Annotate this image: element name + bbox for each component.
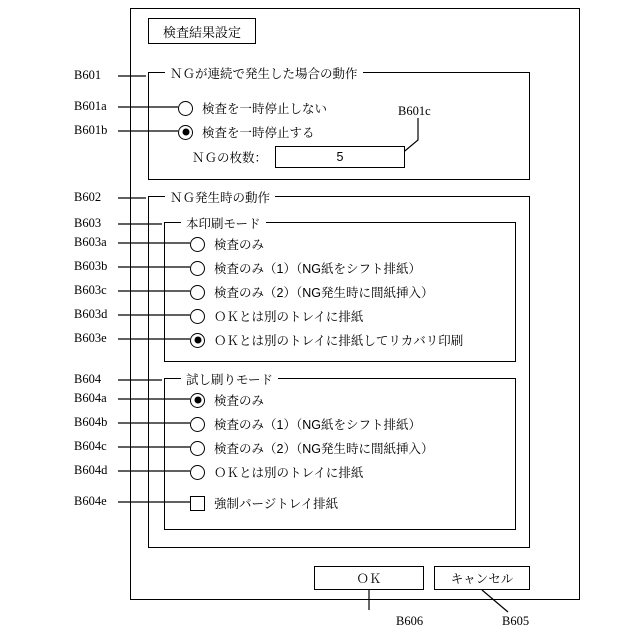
ng-count-label: ＮＧの枚数： xyxy=(192,151,268,165)
group-main-print-mode-legend: 本印刷モード xyxy=(181,214,266,232)
callout-b601b: B601b xyxy=(74,123,108,137)
callout-b604b: B604b xyxy=(74,415,108,429)
group-ng-occurrence-legend: ＮＧ発生時の動作 xyxy=(165,188,275,206)
radio-main-inspect-only-2-label: 検査のみ（2）（NG発生時に間紙挿入） xyxy=(214,286,434,300)
callout-b603a: B603a xyxy=(74,235,107,249)
radio-proof-inspect-only-2-label: 検査のみ（2）（NG発生時に間紙挿入） xyxy=(214,442,434,456)
callout-b604c: B604c xyxy=(74,439,107,453)
checkbox-force-purge-tray-label: 強制パージトレイ排紙 xyxy=(214,497,339,511)
callout-b601c: B601c xyxy=(398,104,431,118)
radio-no-pause-label: 検査を一時停止しない xyxy=(202,102,328,116)
radio-icon[interactable] xyxy=(190,309,205,324)
callout-b604a: B604a xyxy=(74,391,107,405)
radio-main-inspect-only-label: 検査のみ xyxy=(214,238,265,252)
cancel-button[interactable] xyxy=(434,566,530,590)
radio-main-inspect-only-2[interactable] xyxy=(190,283,433,301)
radio-icon[interactable] xyxy=(190,237,205,252)
radio-icon[interactable] xyxy=(190,441,205,456)
radio-no-pause[interactable] xyxy=(178,99,327,117)
radio-icon[interactable] xyxy=(190,285,205,300)
radio-proof-inspect-only-1[interactable] xyxy=(190,415,421,433)
radio-icon[interactable] xyxy=(190,417,205,432)
radio-proof-inspect-only-label: 検査のみ xyxy=(214,394,265,408)
radio-main-inspect-only[interactable] xyxy=(190,235,264,253)
radio-proof-inspect-only-1-label: 検査のみ（1）（NG紙をシフト排紙） xyxy=(214,418,421,432)
ng-count-field-row xyxy=(192,146,405,168)
radio-main-inspect-only-1[interactable] xyxy=(190,259,421,277)
radio-main-separate-tray-label: ＯＫとは別のトレイに排紙 xyxy=(214,310,364,324)
group-ng-consecutive-legend: ＮＧが連続で発生した場合の動作 xyxy=(165,64,363,82)
radio-main-separate-tray-recovery-label: ＯＫとは別のトレイに排紙してリカバリ印刷 xyxy=(214,334,464,348)
checkbox-force-purge-tray[interactable] xyxy=(190,494,338,512)
radio-main-separate-tray-recovery[interactable] xyxy=(190,331,463,349)
radio-icon[interactable] xyxy=(190,465,205,480)
ng-count-input[interactable]: 5 xyxy=(275,146,405,168)
callout-b604: B604 xyxy=(74,372,102,386)
radio-pause-label: 検査を一時停止する xyxy=(202,126,315,140)
ok-button-label: ＯＫ xyxy=(356,572,382,586)
callout-b604e: B604e xyxy=(74,494,107,508)
callout-b601: B601 xyxy=(74,68,102,82)
radio-main-inspect-only-1-label: 検査のみ（1）（NG紙をシフト排紙） xyxy=(214,262,421,276)
callout-b602: B602 xyxy=(74,190,102,204)
ok-button[interactable] xyxy=(314,566,424,590)
radio-proof-separate-tray-label: ＯＫとは別のトレイに排紙 xyxy=(214,466,364,480)
callout-b601a: B601a xyxy=(74,99,107,113)
radio-icon[interactable] xyxy=(178,101,193,116)
radio-icon[interactable] xyxy=(190,333,205,348)
cancel-button-label: キャンセル xyxy=(450,572,514,586)
callout-b605: B605 xyxy=(502,614,530,628)
checkbox-icon[interactable] xyxy=(190,496,205,511)
radio-icon[interactable] xyxy=(190,393,205,408)
callout-b603b: B603b xyxy=(74,259,108,273)
callout-b603e: B603e xyxy=(74,331,107,345)
callout-b603c: B603c xyxy=(74,283,107,297)
callout-b604d: B604d xyxy=(74,463,108,477)
radio-pause[interactable] xyxy=(178,123,315,141)
dialog-title xyxy=(148,18,256,44)
radio-proof-separate-tray[interactable] xyxy=(190,463,363,481)
radio-main-separate-tray[interactable] xyxy=(190,307,363,325)
group-proof-print-mode-legend: 試し刷りモード xyxy=(181,370,278,388)
callout-b606: B606 xyxy=(396,614,424,628)
dialog-title-label: 検査結果設定 xyxy=(162,24,241,40)
radio-icon[interactable] xyxy=(178,125,193,140)
callout-b603: B603 xyxy=(74,216,102,230)
radio-proof-inspect-only[interactable] xyxy=(190,391,264,409)
radio-proof-inspect-only-2[interactable] xyxy=(190,439,433,457)
radio-icon[interactable] xyxy=(190,261,205,276)
callout-b603d: B603d xyxy=(74,307,108,321)
